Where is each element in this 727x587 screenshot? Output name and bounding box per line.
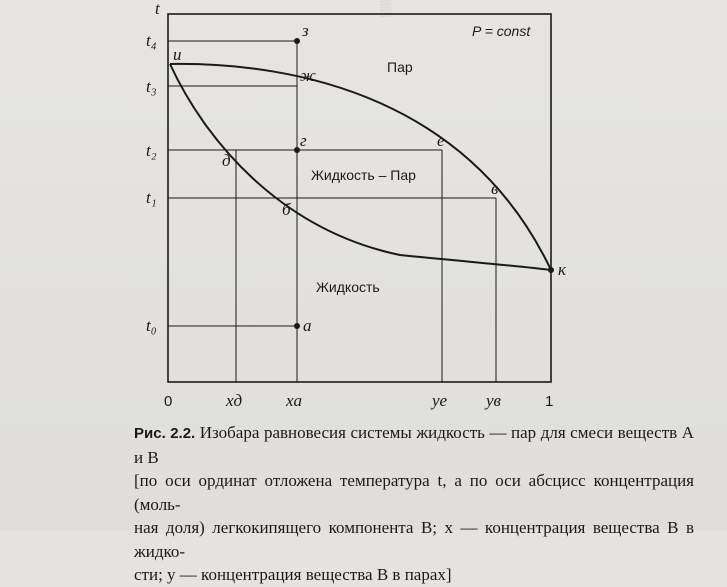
caption-line-3: ная доля) легкокипящего компонента В; x — концентрация вещества В в жидко- (134, 518, 694, 561)
t0-label: t₀ (146, 316, 157, 335)
caption-line-4: сти; y — концентрация вещества В в парах] (134, 565, 452, 584)
figure-caption (134, 421, 694, 587)
t1-label: t₁ (146, 188, 157, 207)
x-label-xd: xд (226, 391, 243, 410)
label-g: г (300, 131, 307, 150)
caption-label: Рис. 2.2. (134, 425, 196, 442)
label-zh: ж (300, 66, 316, 85)
region-vapor: Пар (387, 59, 413, 75)
bleed-through-text: ▒ (380, 0, 392, 17)
label-d: д (222, 151, 231, 170)
region-mix: Жидкость – Пар (311, 167, 416, 183)
label-e: е (437, 131, 445, 150)
point-a (294, 323, 300, 329)
t3-label: t₃ (146, 77, 157, 96)
t4-label: t₄ (146, 31, 157, 50)
caption-line-1: Изобара равновесия системы жидкость — пар для смеси веществ А и В (134, 423, 694, 467)
label-v: в (491, 179, 499, 198)
region-liquid: Жидкость (316, 279, 380, 295)
label-b: б (282, 200, 291, 219)
label-a: а (303, 316, 312, 335)
t2-label: t₂ (146, 141, 157, 160)
x-label-ye: yе (432, 391, 448, 410)
pressure-note: P = const (472, 23, 531, 39)
x-label-0: 0 (164, 393, 173, 410)
x-label-yv: yв (486, 391, 501, 410)
label-i: и (173, 45, 182, 64)
axis-t-label: t (155, 0, 160, 18)
label-k: к (558, 260, 566, 279)
point-z (294, 38, 300, 44)
point-k (548, 267, 554, 273)
x-label-xa: xa (286, 391, 303, 410)
label-z: з (302, 21, 309, 40)
x-label-1: 1 (545, 393, 554, 410)
caption-line-2: [по оси ординат отложена температура t, а по оси абсцисс концентрация (моль- (134, 471, 694, 514)
